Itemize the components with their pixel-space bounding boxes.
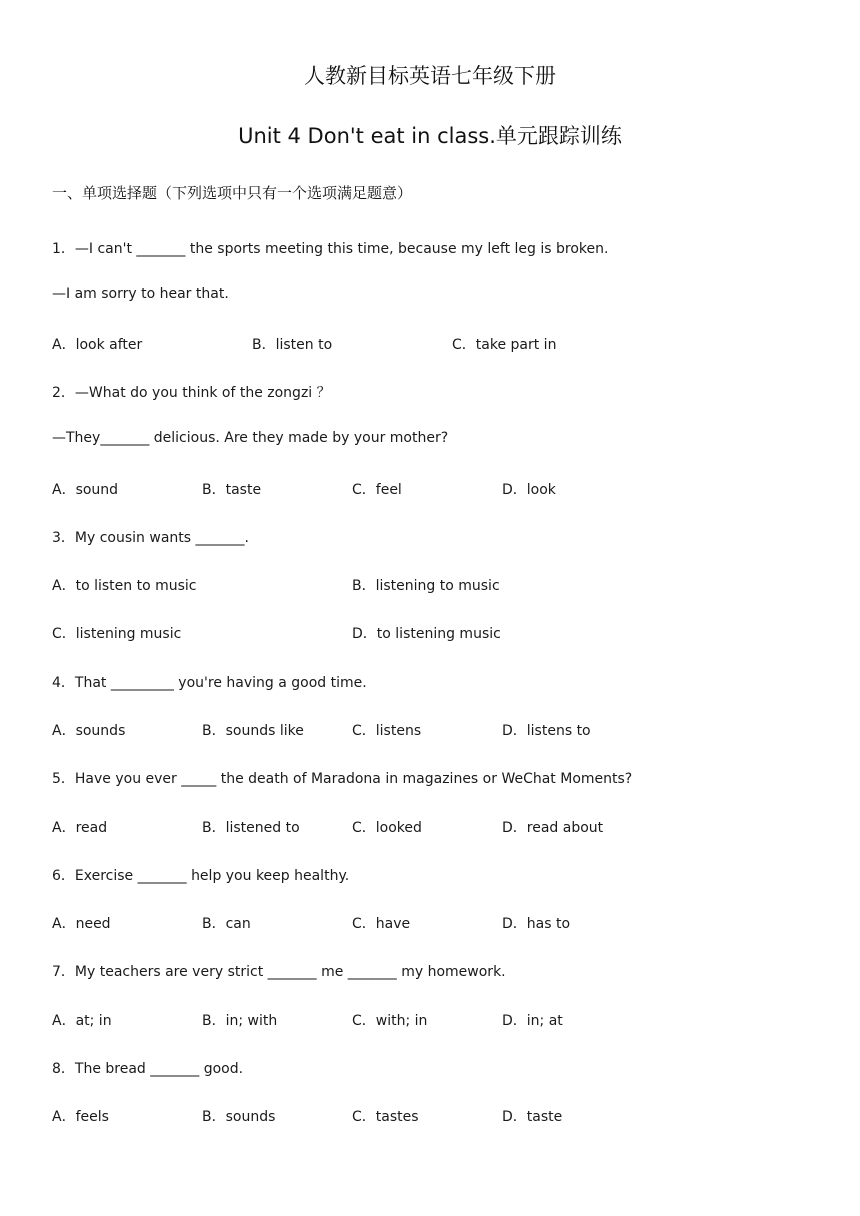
option-a: A．read — [52, 820, 108, 836]
question-6-stem: 6．Exercise _______ help you keep healthy. — [52, 868, 350, 884]
option-b: B．sounds — [202, 1109, 276, 1125]
option-d: D．read about — [502, 820, 604, 836]
question-2-stem: 2．—What do you think of the zongzi ？ — [52, 385, 331, 401]
option-c: C．with; in — [352, 1013, 428, 1029]
question-4-stem: 4．That _________ you're having a good time. — [52, 675, 367, 691]
option-b: B．in; with — [202, 1013, 278, 1029]
question-3-stem: 3．My cousin wants _______. — [52, 530, 249, 546]
question-7-stem: 7．My teachers are very strict _______ me _______ my homework. — [52, 964, 506, 980]
option-c: C．tastes — [352, 1109, 419, 1125]
option-d: D．listens to — [502, 723, 591, 739]
section-heading: 一、单项选择题（下列选项中只有一个选项满足题意） — [52, 184, 413, 202]
option-b: B．taste — [202, 482, 262, 498]
option-b: B．sounds like — [202, 723, 304, 739]
option-a: A．look after — [52, 337, 143, 353]
option-d: D．taste — [502, 1109, 563, 1125]
option-d: D．has to — [502, 916, 571, 932]
option-b: B．listened to — [202, 820, 300, 836]
question-2-line2: —They_______ delicious. Are they made by your mother? — [52, 430, 449, 446]
option-c: C．have — [352, 916, 411, 932]
option-d: D．look — [502, 482, 556, 498]
option-a: A．sounds — [52, 723, 126, 739]
question-1-stem: 1．—I can't _______ the sports meeting this time, because my left leg is broken. — [52, 241, 609, 257]
option-d: D．to listening music — [352, 626, 501, 642]
option-b: B．listening to music — [352, 578, 500, 594]
option-a: A．need — [52, 916, 111, 932]
option-c: C．looked — [352, 820, 422, 836]
option-c: C．feel — [352, 482, 402, 498]
question-1-line2: —I am sorry to hear that. — [52, 286, 229, 302]
option-c: C．take part in — [452, 337, 557, 353]
option-a: A．sound — [52, 482, 119, 498]
question-8-stem: 8．The bread _______ good. — [52, 1061, 244, 1077]
option-a: A．to listen to music — [52, 578, 197, 594]
option-a: A．feels — [52, 1109, 109, 1125]
page-subtitle: Unit 4 Don't eat in class.单元跟踪训练 — [238, 124, 622, 148]
option-c: C．listening music — [52, 626, 182, 642]
option-d: D．in; at — [502, 1013, 563, 1029]
option-c: C．listens — [352, 723, 422, 739]
option-a: A．at; in — [52, 1013, 112, 1029]
page-title: 人教新目标英语七年级下册 — [304, 64, 556, 88]
question-5-stem: 5．Have you ever _____ the death of Maradona in magazines or WeChat Moments? — [52, 771, 633, 787]
option-b: B．listen to — [252, 337, 333, 353]
option-b: B．can — [202, 916, 251, 932]
